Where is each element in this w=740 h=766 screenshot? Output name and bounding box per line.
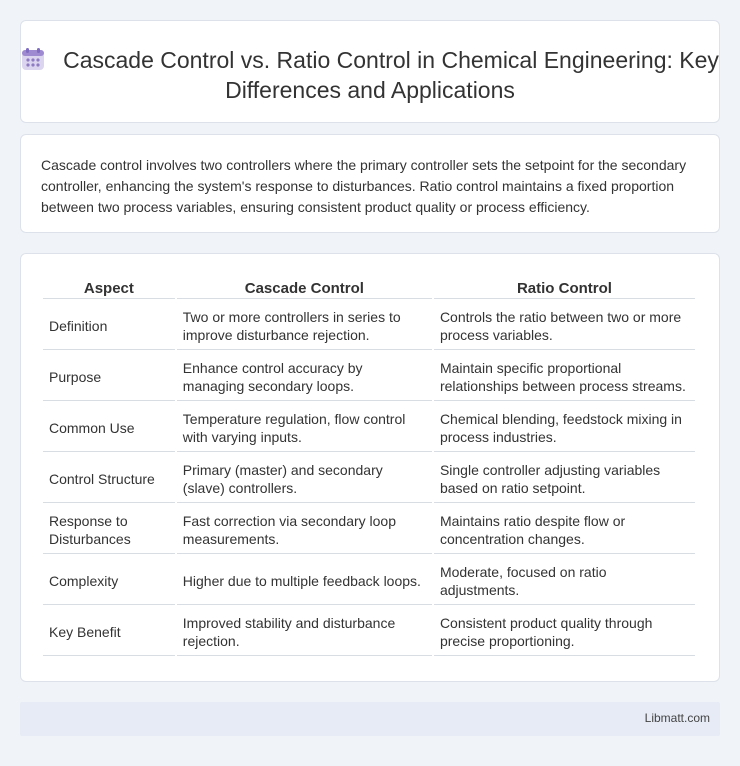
table-row — [43, 352, 695, 401]
summary-card — [20, 134, 720, 233]
header-cascade-control: Cascade Control — [177, 276, 432, 299]
title-card — [20, 20, 720, 123]
table-row — [43, 454, 695, 503]
comparison-table-card — [20, 253, 720, 682]
calendar-icon — [21, 47, 45, 71]
aspect-cell: Common Use — [43, 403, 175, 452]
table-row — [43, 505, 695, 554]
aspect-cell: Complexity — [43, 556, 175, 605]
header-aspect: Aspect — [43, 276, 175, 299]
table-header-row — [43, 276, 695, 299]
cascade-cell: Primary (master) and secondary (slave) controllers. — [177, 454, 432, 503]
table-row — [43, 403, 695, 452]
summary-text: Cascade control involves two controllers where the primary controller sets the setpoint for the secondary controller, enhancing the system's response to disturbances. Ratio control maintains a fixed proportion between two process variables, ensuring consistent product quality or process efficiency. — [41, 157, 687, 215]
footer-brand-link[interactable]: Libmatt.com — [644, 711, 710, 725]
aspect-cell: Response to Disturbances — [43, 505, 175, 554]
page-title — [21, 45, 719, 105]
ratio-cell: Chemical blending, feedstock mixing in process industries. — [434, 403, 695, 452]
cascade-cell: Fast correction via secondary loop measurements. — [177, 505, 432, 554]
ratio-cell: Moderate, focused on ratio adjustments. — [434, 556, 695, 605]
aspect-cell: Definition — [43, 301, 175, 350]
aspect-cell: Purpose — [43, 352, 175, 401]
ratio-cell: Single controller adjusting variables based on ratio setpoint. — [434, 454, 695, 503]
ratio-cell: Maintain specific proportional relationships between process streams. — [434, 352, 695, 401]
aspect-cell: Key Benefit — [43, 607, 175, 656]
header-ratio-control: Ratio Control — [434, 276, 695, 299]
page-title-text: Cascade Control vs. Ratio Control in Chemical Engineering: Key Differences and Applications — [63, 47, 719, 103]
cascade-cell: Two or more controllers in series to improve disturbance rejection. — [177, 301, 432, 350]
table-row — [43, 301, 695, 350]
cascade-cell: Higher due to multiple feedback loops. — [177, 556, 432, 605]
footer-bar — [20, 702, 720, 736]
table-row — [43, 556, 695, 605]
ratio-cell: Consistent product quality through precise proportioning. — [434, 607, 695, 656]
ratio-cell: Maintains ratio despite flow or concentration changes. — [434, 505, 695, 554]
cascade-cell: Temperature regulation, flow control with varying inputs. — [177, 403, 432, 452]
comparison-table — [41, 274, 697, 658]
cascade-cell: Enhance control accuracy by managing secondary loops. — [177, 352, 432, 401]
aspect-cell: Control Structure — [43, 454, 175, 503]
cascade-cell: Improved stability and disturbance rejection. — [177, 607, 432, 656]
table-row — [43, 607, 695, 656]
ratio-cell: Controls the ratio between two or more process variables. — [434, 301, 695, 350]
